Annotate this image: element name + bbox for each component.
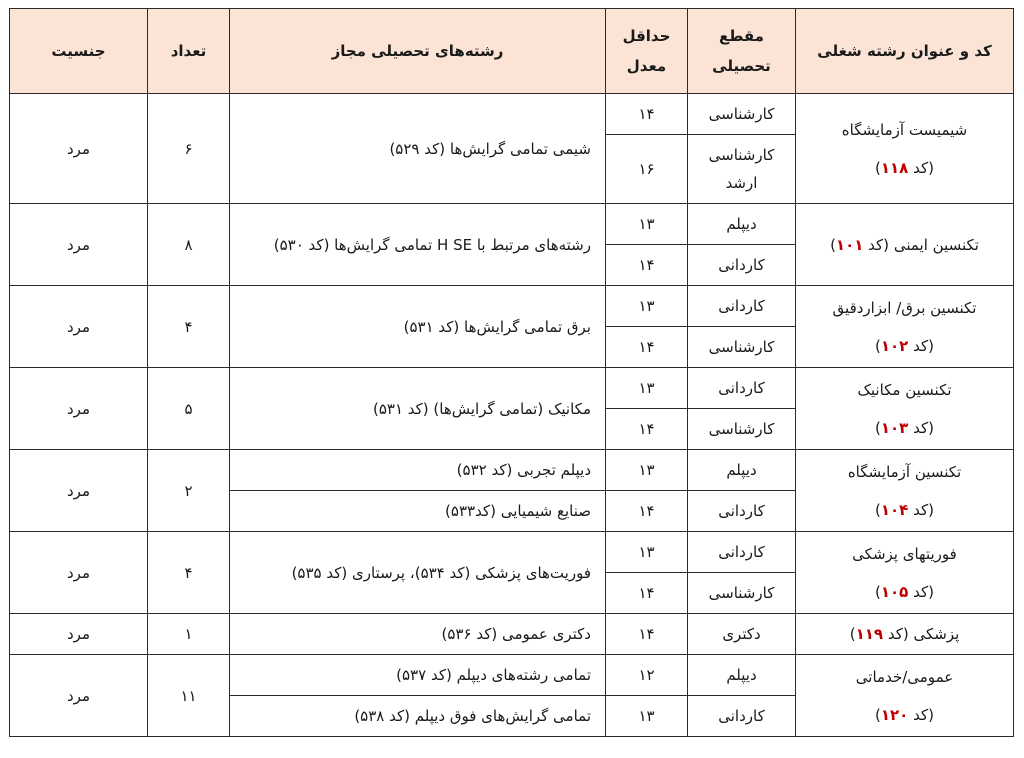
job-code-suffix: ) [875,158,881,177]
gender-cell: مرد [10,368,148,450]
job-code: ۱۱۸ [880,158,909,177]
table-row [10,450,1014,491]
min-gpa-cell: ۱۳ [606,532,688,573]
job-code-suffix: ) [875,705,881,724]
job-code-suffix: ) [830,235,836,254]
level-cell: دیپلم [688,655,796,696]
job-code: ۱۰۱ [835,235,864,254]
job-cell [796,368,1014,450]
job-title: تکنسین ایمنی [893,235,979,254]
field-cell: شیمی تمامی گرایش‌ها (کد ۵۲۹) [230,94,606,204]
level-cell: کاردانی [688,286,796,327]
job-cell [796,450,1014,532]
field-cell: برق تمامی گرایش‌ها (کد ۵۳۱) [230,286,606,368]
job-code: ۱۰۴ [880,500,909,519]
field-cell: تمامی رشته‌های دیپلم (کد ۵۳۷) [230,655,606,696]
header-count: تعداد [148,9,230,94]
field-cell: مکانیک (تمامی گرایش‌ها) (کد ۵۳۱) [230,368,606,450]
min-gpa-cell: ۱۴ [606,94,688,135]
job-code-prefix: (کد [908,336,934,355]
job-cell [796,655,1014,737]
job-code-prefix: (کد [883,625,909,643]
table-row [10,286,1014,327]
min-gpa-cell: ۱۴ [606,573,688,614]
min-gpa-cell: ۱۳ [606,286,688,327]
job-code: ۱۲۰ [880,705,909,724]
job-code-prefix: (کد [908,582,934,601]
table-row [10,614,1014,655]
job-cell [796,204,1014,286]
level-cell: کاردانی [688,368,796,409]
header-min-gpa: حداقل معدل [606,9,688,94]
jobs-table-container [10,8,1014,737]
job-code-prefix: (کد [863,235,890,254]
min-gpa-cell: ۱۲ [606,655,688,696]
level-cell: دیپلم [688,204,796,245]
job-title: پزشکی [913,625,960,643]
level-cell: کاردانی [688,696,796,737]
field-cell: تمامی گرایش‌های فوق دیپلم (کد ۵۳۸) [230,696,606,737]
table-row [10,94,1014,135]
count-cell: ۱ [148,614,230,655]
header-level: مقطع تحصیلی [688,9,796,94]
level-cell: کارشناسی ارشد [688,135,796,204]
table-row [10,204,1014,245]
level-cell: دیپلم [688,450,796,491]
job-code: ۱۱۹ [855,625,884,643]
job-code-prefix: (کد [908,500,934,519]
gender-cell: مرد [10,286,148,368]
level-cell: کارشناسی [688,409,796,450]
count-cell: ۱۱ [148,655,230,737]
job-cell [796,286,1014,368]
min-gpa-cell: ۱۳ [606,450,688,491]
min-gpa-cell: ۱۴ [606,245,688,286]
count-cell: ۴ [148,532,230,614]
field-cell: صنایع شیمیایی (کد۵۳۳) [230,491,606,532]
job-cell [796,94,1014,204]
job-code: ۱۰۵ [880,582,909,601]
header-gender: جنسیت [10,9,148,94]
level-cell: کاردانی [688,532,796,573]
count-cell: ۸ [148,204,230,286]
min-gpa-cell: ۱۴ [606,491,688,532]
gender-cell: مرد [10,94,148,204]
header-job: کد و عنوان رشته شغلی [796,9,1014,94]
job-cell [796,614,1014,655]
job-code: ۱۰۲ [880,336,909,355]
job-title: شیمیست آزمایشگاه [841,120,968,139]
level-cell: کارشناسی [688,573,796,614]
count-cell: ۶ [148,94,230,204]
count-cell: ۵ [148,368,230,450]
job-code-prefix: (کد [908,158,934,177]
min-gpa-cell: ۱۴ [606,409,688,450]
job-cell [796,532,1014,614]
job-requirements-table [9,8,1014,737]
gender-cell: مرد [10,655,148,737]
job-code-suffix: ) [875,500,881,519]
count-cell: ۴ [148,286,230,368]
job-code-suffix: ) [875,336,881,355]
gender-cell: مرد [10,450,148,532]
min-gpa-cell: ۱۳ [606,368,688,409]
job-code-suffix: ) [849,625,856,643]
field-cell: فوریت‌های پزشکی (کد ۵۳۴)، پرستاری (کد ۵۳۵) [230,532,606,614]
job-title: عمومی/خدماتی [855,667,954,686]
count-cell: ۲ [148,450,230,532]
job-code-prefix: (کد [908,705,934,724]
min-gpa-cell: ۱۴ [606,614,688,655]
job-code-prefix: (کد [908,418,934,437]
job-title: تکنسین آزمایشگاه [847,462,962,481]
level-cell: دکتری [688,614,796,655]
field-cell: رشته‌های مرتبط با H SE تمامی گرایش‌ها (کد ۵۳۰) [230,204,606,286]
table-row [10,655,1014,696]
level-cell: کاردانی [688,245,796,286]
job-code-suffix: ) [875,418,881,437]
job-title: فوریتهای پزشکی [852,544,957,563]
min-gpa-cell: ۱۶ [606,135,688,204]
min-gpa-cell: ۱۴ [606,327,688,368]
table-row [10,368,1014,409]
min-gpa-cell: ۱۳ [606,204,688,245]
job-code-suffix: ) [875,582,881,601]
job-title: تکنسین برق/ ابزاردقیق [832,298,977,317]
level-cell: کارشناسی [688,327,796,368]
field-cell: دیپلم تجربی (کد ۵۳۲) [230,450,606,491]
job-title: تکنسین مکانیک [857,380,952,399]
job-code: ۱۰۳ [880,418,909,437]
table-row [10,532,1014,573]
table-header-row [10,9,1014,94]
level-cell: کاردانی [688,491,796,532]
gender-cell: مرد [10,614,148,655]
gender-cell: مرد [10,204,148,286]
min-gpa-cell: ۱۳ [606,696,688,737]
gender-cell: مرد [10,532,148,614]
field-cell: دکتری عمومی (کد ۵۳۶) [230,614,606,655]
level-cell: کارشناسی [688,94,796,135]
header-fields: رشته‌های تحصیلی مجاز [230,9,606,94]
